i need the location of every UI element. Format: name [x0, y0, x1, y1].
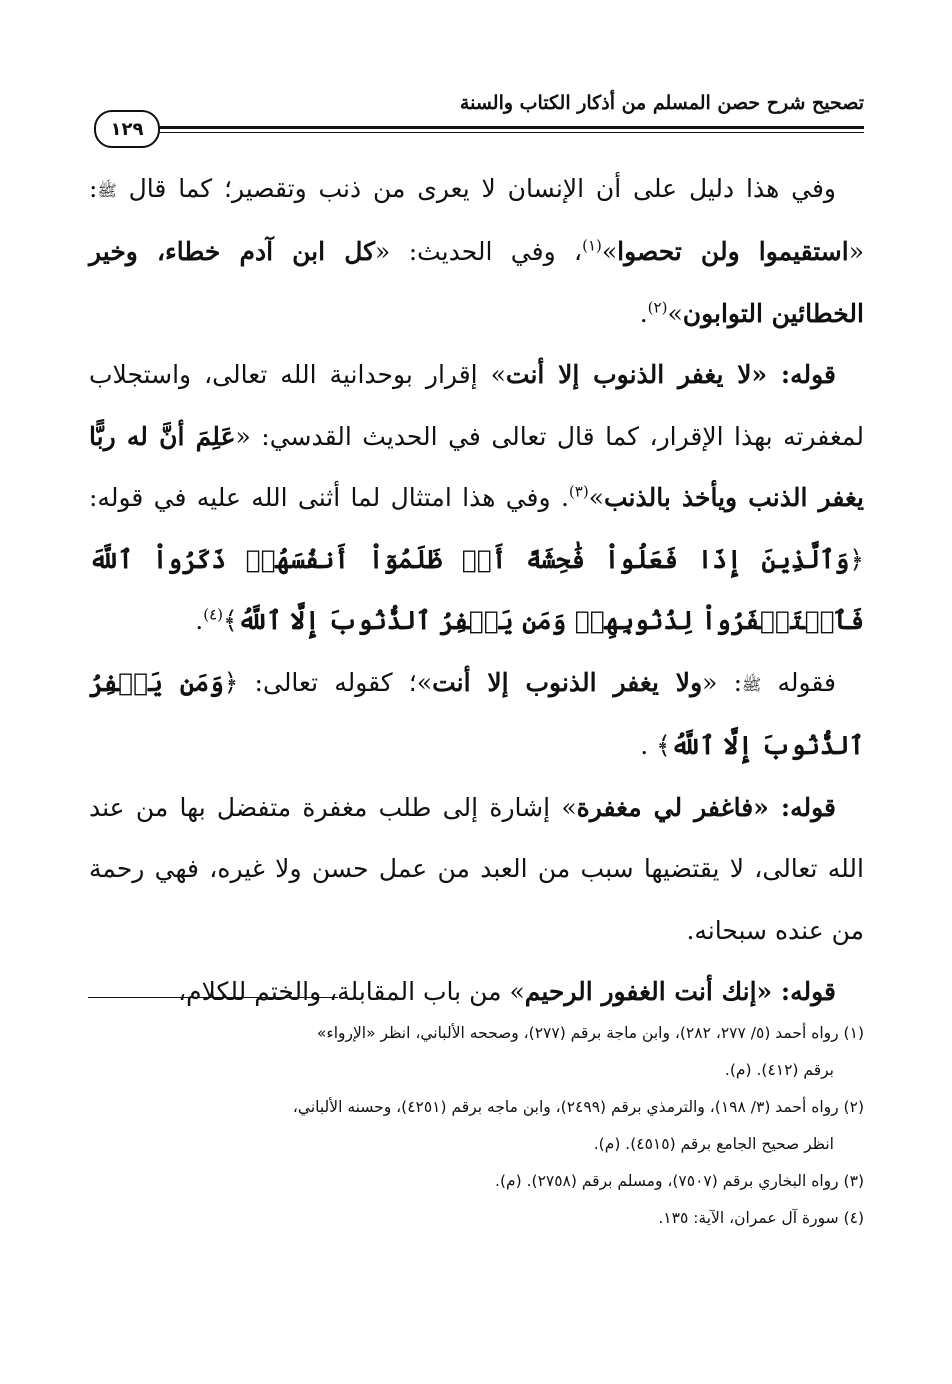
text: »	[588, 483, 604, 513]
quote-label: قوله: «	[751, 360, 836, 390]
dua-quote: لا يغفر الذنوب إلا أنت	[505, 360, 752, 390]
paragraph-3	[89, 652, 864, 777]
paragraph-1	[89, 158, 864, 344]
text: »	[667, 298, 683, 328]
footnote-number: (١)	[843, 1024, 864, 1042]
text: وفي هذا دليل على أن الإنسان لا يعرى من ذنب وتقصير؛ كما قال	[116, 174, 836, 203]
text: .	[195, 606, 204, 636]
footnote-ref[interactable]: (٣)	[568, 482, 589, 501]
footnote-number: (٤)	[843, 1209, 864, 1227]
footnote-text: رواه أحمد (٣/ ١٩٨)، والترمذي برقم (٢٤٩٩)، وابن ماجه برقم (٤٢٥١)، وحسنه الألباني،	[292, 1098, 839, 1116]
quote-label: قوله: «	[753, 792, 837, 822]
header-title: تصحيح شرح حصن المسلم من أذكار الكتاب والسنة	[459, 92, 864, 114]
footnote-1-cont: برقم (٤١٢). (م).	[724, 1061, 834, 1079]
footnote-ref[interactable]: (١)	[582, 236, 602, 255]
footnote-1	[89, 1015, 864, 1052]
text: .	[639, 298, 648, 328]
header-rule-thin	[150, 132, 864, 133]
text: : «	[89, 174, 864, 267]
text: ، وفي الحديث: «	[375, 237, 583, 267]
hadith-quote: عَلِمَ أنَّ له ربًّا يغفر الذنب ويأخذ بالذنب	[89, 421, 864, 513]
quran-verse: وَمَن يَغۡفِرُ ٱلذُّنُوبَ إِلَّا ٱللَّهُ	[89, 667, 864, 760]
dua-quote: ولا يغفر الذنوب إلا أنت	[432, 667, 703, 697]
paragraph-5	[89, 961, 864, 1023]
quote-label: قوله: «	[756, 977, 836, 1006]
text: : «	[702, 667, 743, 697]
page-number: ١٢٩	[94, 110, 160, 148]
hadith-quote: استقيموا ولن تحصوا	[617, 237, 849, 267]
salawat-glyph: ﷺ	[742, 674, 762, 694]
text: ﴾	[223, 606, 238, 636]
paragraph-4	[89, 777, 864, 962]
footnote-4	[89, 1200, 864, 1237]
dua-quote: إنك أنت الغفور الرحيم	[524, 977, 757, 1006]
footnote-number: (٣)	[843, 1172, 864, 1190]
text: »	[601, 237, 618, 267]
body-text	[89, 158, 864, 1023]
running-header	[94, 92, 864, 140]
dua-quote: فاغفر لي مغفرة	[576, 792, 754, 822]
paragraph-2	[89, 344, 864, 652]
text: » إشارة إلى طلب مغفرة متفضل بها من عند الله تعالى، لا يقتضيها سبب من العبد من عمل حسن ولا غيره، فهي رحمة من عنده سبحانه.	[89, 792, 864, 945]
footnote-ref[interactable]: (٤)	[203, 605, 223, 624]
footnote-2	[89, 1089, 864, 1126]
footnote-2-cont: انظر صحيح الجامع برقم (٤٥١٥). (م).	[593, 1135, 834, 1153]
hadith-quote: كل ابن آدم خطاء، وخير الخطائين التوابون	[89, 237, 864, 328]
quran-verse: وَٱلَّذِينَ إِذَا فَعَلُواْ فَٰحِشَةً أَوۡ ظَلَمُوٓاْ أَنفُسَهُمۡ ذَكَرُواْ ٱللَّهَ فَٱسۡتَغۡفَرُواْ لِذُنُوبِهِمۡ وَمَن يَغۡفِرُ ٱلذُّنُوبَ إِلَّا ٱللَّهُ	[89, 544, 864, 636]
footnote-number: (٢)	[843, 1098, 864, 1116]
text: فقوله	[761, 667, 837, 697]
text: . وفي هذا امتثال لما أثنى الله عليه في قوله: ﴿	[89, 483, 864, 574]
footnote-text: سورة آل عمران، الآية: ١٣٥.	[658, 1209, 839, 1227]
salawat-glyph: ﷺ	[97, 180, 117, 200]
footnotes	[89, 1015, 864, 1237]
footnote-text: رواه أحمد (٥/ ٢٧٧، ٢٨٢)، وابن ماجة برقم (٢٧٧)، وصححه الألباني، انظر «الإرواء»	[316, 1024, 839, 1042]
footnote-separator	[88, 997, 338, 998]
footnote-3	[89, 1163, 864, 1200]
text: » من باب المقابلة، والختم للكلام،	[178, 977, 525, 1006]
header-rule	[150, 126, 864, 129]
footnote-text: رواه البخاري برقم (٧٥٠٧)، ومسلم برقم (٢٧٥٨). (م).	[495, 1172, 839, 1190]
footnote-ref[interactable]: (٢)	[647, 298, 668, 317]
text: » إقرار بوحدانية الله تعالى، واستجلاب لمغفرته بهذا الإقرار، كما قال تعالى في الحديث القدسي: «	[89, 360, 864, 451]
text: »؛ كقوله تعالى: ﴿	[223, 667, 433, 697]
text: ﴾ .	[640, 731, 671, 760]
